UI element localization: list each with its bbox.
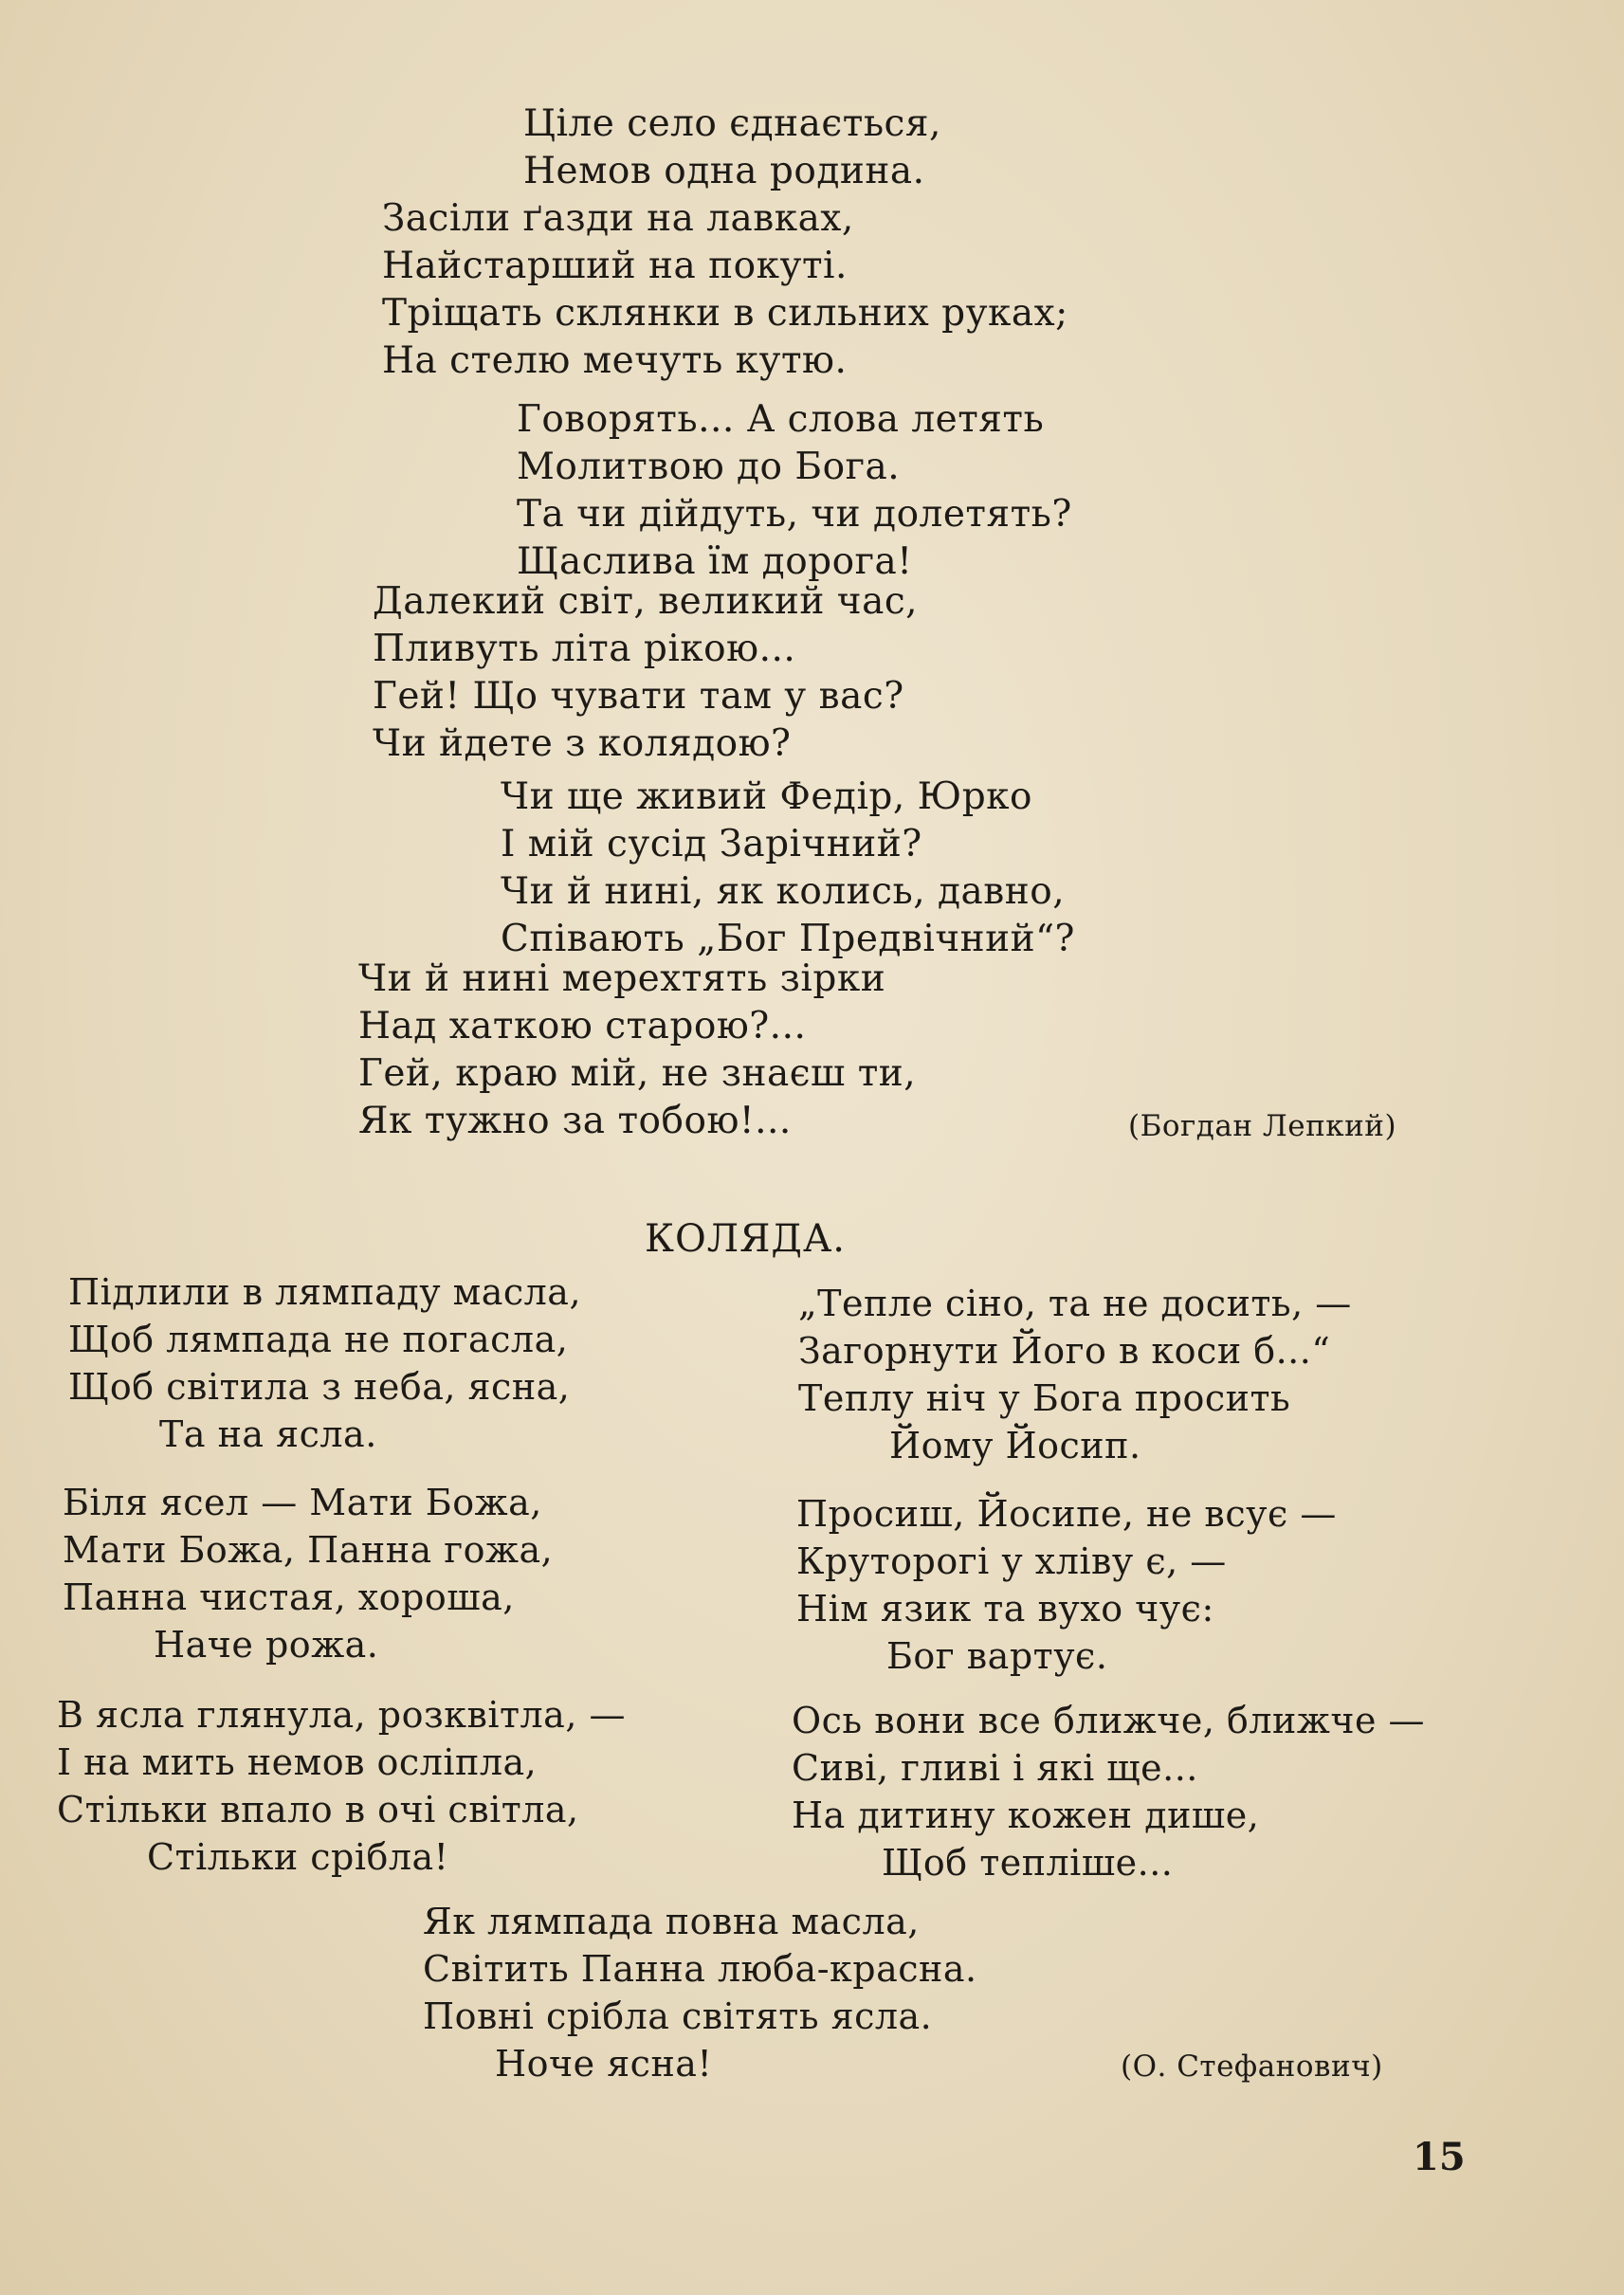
poem-line: Тріщать склянки в сильних руках; [382, 292, 1068, 335]
poem-line: Стільки срібла! [147, 1836, 449, 1878]
poem-line: Мати Божа, Панна гожа, [63, 1529, 554, 1571]
poem-line: Чи йдете з колядою? [373, 722, 792, 765]
poem-line: Та на ясла. [159, 1413, 377, 1455]
poem-line: Стільки впало в очі світла, [57, 1789, 579, 1831]
poem-line: Світить Панна люба-красна. [423, 1948, 977, 1990]
poem-line: Підлили в лямпаду масла, [68, 1271, 582, 1313]
poem-line: Засіли ґазди на лавках, [382, 197, 854, 240]
poem-line: „Тепле сіно, та не досить, — [798, 1283, 1352, 1324]
poem-line: На дитину кожен дише, [792, 1794, 1260, 1836]
poem-line: Щоб тепліше... [882, 1842, 1174, 1884]
poem-line: Співають „Бог Предвічний“? [501, 918, 1075, 960]
poem-line: Наче рожа. [154, 1624, 379, 1666]
poem-line: Ноче ясна! [495, 2043, 713, 2085]
poem-line: І на мить немов осліпла, [57, 1741, 538, 1783]
poem-line: Як тужно за тобою!... [358, 1100, 792, 1142]
poem-line: Як лямпада повна масла, [423, 1901, 920, 1942]
poem-line: Круторогі у хліву є, — [796, 1540, 1227, 1582]
poem-line: Нім язик та вухо чує: [796, 1588, 1214, 1630]
poem-line: Чи й нині, як колись, давно, [501, 870, 1066, 913]
poem-line: Найстарший на покуті. [382, 245, 848, 287]
poem-title: КОЛЯДА. [645, 1217, 846, 1261]
poem-line: Немов одна родина. [523, 150, 925, 192]
poem-line: В ясла глянула, розквітла, — [57, 1694, 626, 1736]
poem-line: Далекий світ, великий час, [373, 580, 919, 623]
poem-line: Та чи дійдуть, чи долетять? [517, 493, 1072, 536]
poem-line: Чи й нині мерехтять зірки [358, 957, 886, 1000]
poem-line: На стелю мечуть кутю. [382, 339, 848, 382]
poem-line: Йому Йосип. [889, 1425, 1141, 1466]
poem-line: Щаслива їм дорога! [517, 540, 913, 583]
poem-line: Пливуть літа рікою... [373, 628, 796, 670]
poem-line: Сиві, гливі і які ще... [792, 1747, 1198, 1789]
poem-line: Ось вони все ближче, ближче — [792, 1700, 1426, 1741]
poem-line: Загорнути Його в коси б...“ [798, 1330, 1331, 1372]
poem-line: Щоб лямпада не погасла, [68, 1319, 569, 1360]
poem-line: Ціле село єднається, [523, 102, 941, 145]
poem-line: Гей! Що чувати там у вас? [373, 675, 904, 718]
poem-line: Гей, краю мій, не знаєш ти, [358, 1052, 917, 1095]
poem-line: Повні срібла світять ясла. [423, 1995, 933, 2037]
page-number: 15 [1413, 2135, 1466, 2179]
poem-line: Чи ще живий Федір, Юрко [501, 775, 1033, 818]
poem-line: Просиш, Йосипе, не всує — [796, 1493, 1337, 1535]
poem-line: Щоб світила з неба, ясна, [68, 1366, 571, 1408]
poem-line: Біля ясел — Мати Божа, [63, 1482, 542, 1523]
poem-line: Говорять... А слова летять [517, 398, 1045, 441]
poem-line: І мій сусід Зарічний? [501, 823, 922, 865]
poem-line: Молитвою до Бога. [517, 446, 901, 488]
poem-line: Панна чистая, хороша, [63, 1576, 515, 1618]
poem-author: (Богдан Лепкий) [1128, 1109, 1397, 1143]
poem-line: Над хаткою старою?... [358, 1005, 807, 1047]
poem-line: Бог вартує. [886, 1635, 1108, 1677]
poem-line: Теплу ніч у Бога просить [798, 1377, 1291, 1419]
poem-author: (О. Стефанович) [1121, 2049, 1383, 2084]
